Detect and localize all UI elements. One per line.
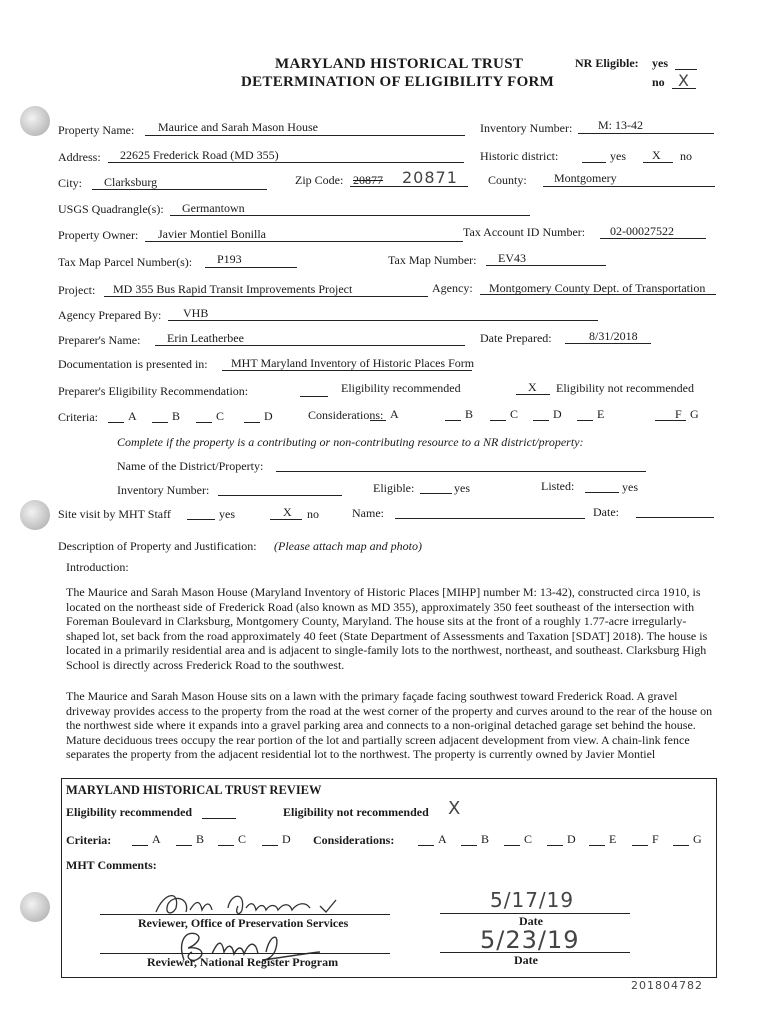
considerations-letter-0: A — [390, 407, 399, 421]
tax-id-line — [600, 238, 706, 239]
preparer-name-line — [155, 345, 465, 346]
eligible-yes: yes — [454, 481, 470, 495]
considerations-line-3 — [533, 420, 549, 421]
review-elig-recommended: Eligibility recommended — [66, 805, 193, 819]
review-criteria-letter-2: C — [238, 832, 247, 846]
tax-id-label: Tax Account ID Number: — [463, 225, 586, 239]
description-note: (Please attach map and photo) — [274, 539, 422, 553]
agency-value: Montgomery County Dept. of Transportation — [489, 281, 706, 295]
considerations-line-1 — [445, 420, 461, 421]
property-name-label: Property Name: — [58, 123, 135, 137]
binder-hole-bottom — [20, 892, 50, 922]
criteria-label: Criteria: — [58, 410, 98, 424]
tax-parcel-label: Tax Map Parcel Number(s): — [58, 255, 193, 269]
review-date1-label: Date — [519, 914, 543, 928]
address-value: 22625 Frederick Road (MD 355) — [120, 148, 279, 162]
county-line — [543, 186, 715, 187]
tax-map-value: EV43 — [498, 251, 526, 265]
date-prepared-value: 8/31/2018 — [589, 329, 638, 343]
review-considerations-letter-6: G — [693, 832, 702, 846]
review-considerations-line-2 — [504, 845, 520, 846]
sv-mark: X — [283, 505, 292, 519]
criteria-letter-0: A — [128, 409, 137, 423]
review-considerations-line-6 — [673, 845, 689, 846]
agency-line — [480, 294, 716, 295]
usgs-value: Germantown — [182, 201, 245, 215]
pref-elig-recommended: Eligibility recommended — [341, 381, 461, 395]
city-line — [92, 189, 267, 190]
criteria-letter-3: D — [264, 409, 273, 423]
sv-yes-line — [187, 519, 215, 520]
property-name-line — [145, 135, 465, 136]
listed-yes: yes — [622, 480, 638, 494]
tax-parcel-line — [205, 267, 297, 268]
listed-label: Listed: — [541, 479, 575, 493]
sv-name-label: Name: — [352, 506, 384, 520]
preparer-eligibility-label: Preparer's Eligibility Recommendation: — [58, 384, 249, 398]
pref-rec-line — [300, 396, 328, 397]
address-line — [108, 162, 464, 163]
documentation-label: Documentation is presented in: — [58, 357, 208, 371]
nr-eligible-label: NR Eligible: — [575, 56, 639, 70]
hd-no-label: no — [680, 149, 692, 163]
reviewer1-label: Reviewer, Office of Preservation Services — [138, 916, 349, 930]
reviewer2-line — [100, 953, 390, 954]
review-considerations-letter-5: F — [652, 832, 659, 846]
criteria-letter-2: C — [216, 409, 225, 423]
pref-mark: X — [528, 380, 537, 394]
nr-yes-label: yes — [652, 56, 668, 70]
considerations-letter-1: B — [465, 407, 474, 421]
review-criteria-label: Criteria: — [66, 833, 112, 847]
review-considerations-letter-3: D — [567, 832, 576, 846]
site-visit-label: Site visit by MHT Staff — [58, 507, 171, 521]
review-considerations-letter-2: C — [524, 832, 533, 846]
inventory-number-value: M: 13-42 — [598, 118, 643, 132]
description-paragraph-2: The Maurice and Sarah Mason House sits on a lawn with the primary façade facing southwest toward Frederick Road. A gravel driveway provides access to the property from the road at the west corner of the property and curves around to the rear of the house on the northwest side where it expands into a gravel parking area and connects to a non-original detached garage set behind the house. Mature deciduous trees occupy the rear portion of the lot and partially screen adjacent development from view. A chain-link fence separates the property from the adjacent residential lot to the northwest. The property is currently owned by Javier Montiel — [66, 689, 713, 761]
review-criteria-line-2 — [218, 845, 234, 846]
considerations-letter-5: F — [675, 407, 682, 421]
considerations-letter-3: D — [553, 407, 562, 421]
review-date1: 5/17/19 — [490, 888, 575, 912]
review-date2: 5/23/19 — [480, 926, 580, 954]
pref-elig-not-recommended: Eligibility not recommended — [556, 381, 694, 395]
review-considerations-letter-1: B — [481, 832, 490, 846]
sv-date-label: Date: — [593, 505, 619, 519]
project-line — [104, 296, 428, 297]
review-mark: X — [448, 798, 461, 819]
nr-no-mark: X — [678, 71, 689, 90]
agency-prepared-label: Agency Prepared By: — [58, 308, 162, 322]
review-considerations-line-5 — [632, 845, 648, 846]
inventory-number2-line — [218, 495, 342, 496]
considerations-line-5 — [655, 420, 671, 421]
complete-note: Complete if the property is a contributing or non-contributing resource to a NR district/property: — [117, 435, 584, 449]
review-date2-label: Date — [514, 953, 538, 967]
description-label: Description of Property and Justification: — [58, 539, 257, 553]
binder-hole-middle — [20, 500, 50, 530]
zip-struck-value: 20877 — [353, 173, 383, 187]
project-label: Project: — [58, 283, 96, 297]
nr-yes-line — [675, 69, 697, 70]
review-elig-rec-line — [202, 818, 236, 819]
preparer-name-value: Erin Leatherbee — [167, 331, 244, 345]
district-name-label: Name of the District/Property: — [117, 459, 264, 473]
considerations-label: Considerations: — [308, 408, 384, 422]
considerations-line-4 — [577, 420, 593, 421]
county-value: Montgomery — [554, 171, 617, 185]
mht-comments-label: MHT Comments: — [66, 858, 157, 872]
zip-handwritten-value: 20871 — [402, 168, 458, 187]
hd-no-line — [643, 162, 673, 163]
review-considerations-label: Considerations: — [313, 833, 395, 847]
considerations-line-0 — [370, 420, 386, 421]
review-criteria-letter-3: D — [282, 832, 291, 846]
project-value: MD 355 Bus Rapid Transit Improvements Project — [113, 282, 353, 296]
nr-no-line — [672, 88, 696, 89]
documentation-value: MHT Maryland Inventory of Historic Places Form — [231, 356, 475, 370]
criteria-line-3 — [244, 422, 260, 423]
review-considerations-letter-4: E — [609, 832, 617, 846]
hd-yes-line — [582, 162, 606, 163]
city-label: City: — [58, 176, 83, 190]
zip-line — [350, 186, 468, 187]
review-considerations-line-0 — [418, 845, 434, 846]
inventory-number-label: Inventory Number: — [480, 121, 573, 135]
sv-yes: yes — [219, 507, 235, 521]
date-prepared-label: Date Prepared: — [480, 331, 552, 345]
agency-label: Agency: — [432, 281, 473, 295]
documentation-line — [222, 370, 472, 371]
inventory-number2-label: Inventory Number: — [117, 483, 210, 497]
eligible-line — [420, 493, 452, 494]
property-owner-line — [145, 241, 463, 242]
date-prepared-line — [565, 343, 651, 344]
review-criteria-line-0 — [132, 845, 148, 846]
review-criteria-letter-0: A — [152, 832, 161, 846]
reviewer2-label: Reviewer, National Register Program — [147, 955, 339, 969]
description-paragraph-1: The Maurice and Sarah Mason House (Maryland Inventory of Historic Places [MIHP] number M: 13-42), constructed circa 1910, is located on the northeast side of Frederick Road (also known as MD 355), approximately 350 feet southeast of the intersection with Foreman Boulevard in Clarksburg, Montgomery County, Maryland. The house sits at the front of a roughly 1.77-acre irregularly-shaped lot, set back from the road approximately 40 feet (State Department of Assessments and Taxation [SDAT] 2018). The house is located in a primarily residential area and is adjacent to single-family lots to the northwest, northeast, and southeast. Clarksburg High School is directly across Frederick Road to the southwest. — [66, 585, 708, 672]
usgs-line — [170, 215, 530, 216]
listed-line — [585, 492, 619, 493]
considerations-line-6 — [670, 420, 686, 421]
usgs-label: USGS Quadrangle(s): — [58, 202, 164, 216]
tax-map-label: Tax Map Number: — [388, 253, 477, 267]
reviewer1-line — [100, 914, 390, 915]
considerations-letter-6: G — [690, 407, 699, 421]
review-considerations-letter-0: A — [438, 832, 447, 846]
considerations-line-2 — [490, 420, 506, 421]
criteria-letter-1: B — [172, 409, 181, 423]
review-criteria-line-1 — [176, 845, 192, 846]
review-title: MARYLAND HISTORICAL TRUST REVIEW — [66, 783, 322, 797]
form-title-line2: DETERMINATION OF ELIGIBILITY FORM — [241, 74, 555, 90]
county-label: County: — [488, 173, 527, 187]
tax-id-value: 02-00027522 — [610, 224, 674, 238]
intro-heading: Introduction: — [66, 560, 129, 574]
sv-date-line — [636, 517, 714, 518]
review-considerations-line-1 — [461, 845, 477, 846]
eligible-label: Eligible: — [373, 481, 415, 495]
tax-parcel-value: P193 — [217, 252, 242, 266]
property-owner-label: Property Owner: — [58, 228, 139, 242]
sv-no: no — [307, 507, 319, 521]
sv-name-line — [395, 518, 585, 519]
review-considerations-line-4 — [589, 845, 605, 846]
review-criteria-line-3 — [262, 845, 278, 846]
hd-yes-label: yes — [610, 149, 626, 163]
district-name-line — [276, 471, 646, 472]
review-elig-not-recommended: Eligibility not recommended — [283, 805, 429, 819]
footer-code: 201804782 — [631, 979, 703, 992]
historic-district-label: Historic district: — [480, 149, 559, 163]
criteria-line-2 — [196, 422, 212, 423]
considerations-letter-4: E — [597, 407, 605, 421]
property-name-value: Maurice and Sarah Mason House — [158, 120, 318, 134]
city-value: Clarksburg — [104, 175, 158, 189]
property-owner-value: Javier Montiel Bonilla — [158, 227, 266, 241]
zip-label: Zip Code: — [295, 173, 344, 187]
considerations-letter-2: C — [510, 407, 519, 421]
agency-prepared-value: VHB — [183, 306, 209, 320]
sv-no-line — [270, 519, 302, 520]
tax-map-line — [486, 265, 606, 266]
review-criteria-letter-1: B — [196, 832, 205, 846]
inventory-number-line — [578, 133, 714, 134]
nr-no-label: no — [652, 75, 665, 89]
pref-not-rec-line — [516, 394, 550, 395]
agency-prepared-line — [168, 320, 598, 321]
review-considerations-line-3 — [547, 845, 563, 846]
criteria-line-1 — [152, 422, 168, 423]
address-label: Address: — [58, 150, 101, 164]
criteria-line-0 — [108, 422, 124, 423]
form-title-line1: MARYLAND HISTORICAL TRUST — [275, 56, 524, 72]
binder-hole-top — [20, 106, 50, 136]
hd-mark: X — [652, 148, 661, 162]
preparer-name-label: Preparer's Name: — [58, 333, 141, 347]
